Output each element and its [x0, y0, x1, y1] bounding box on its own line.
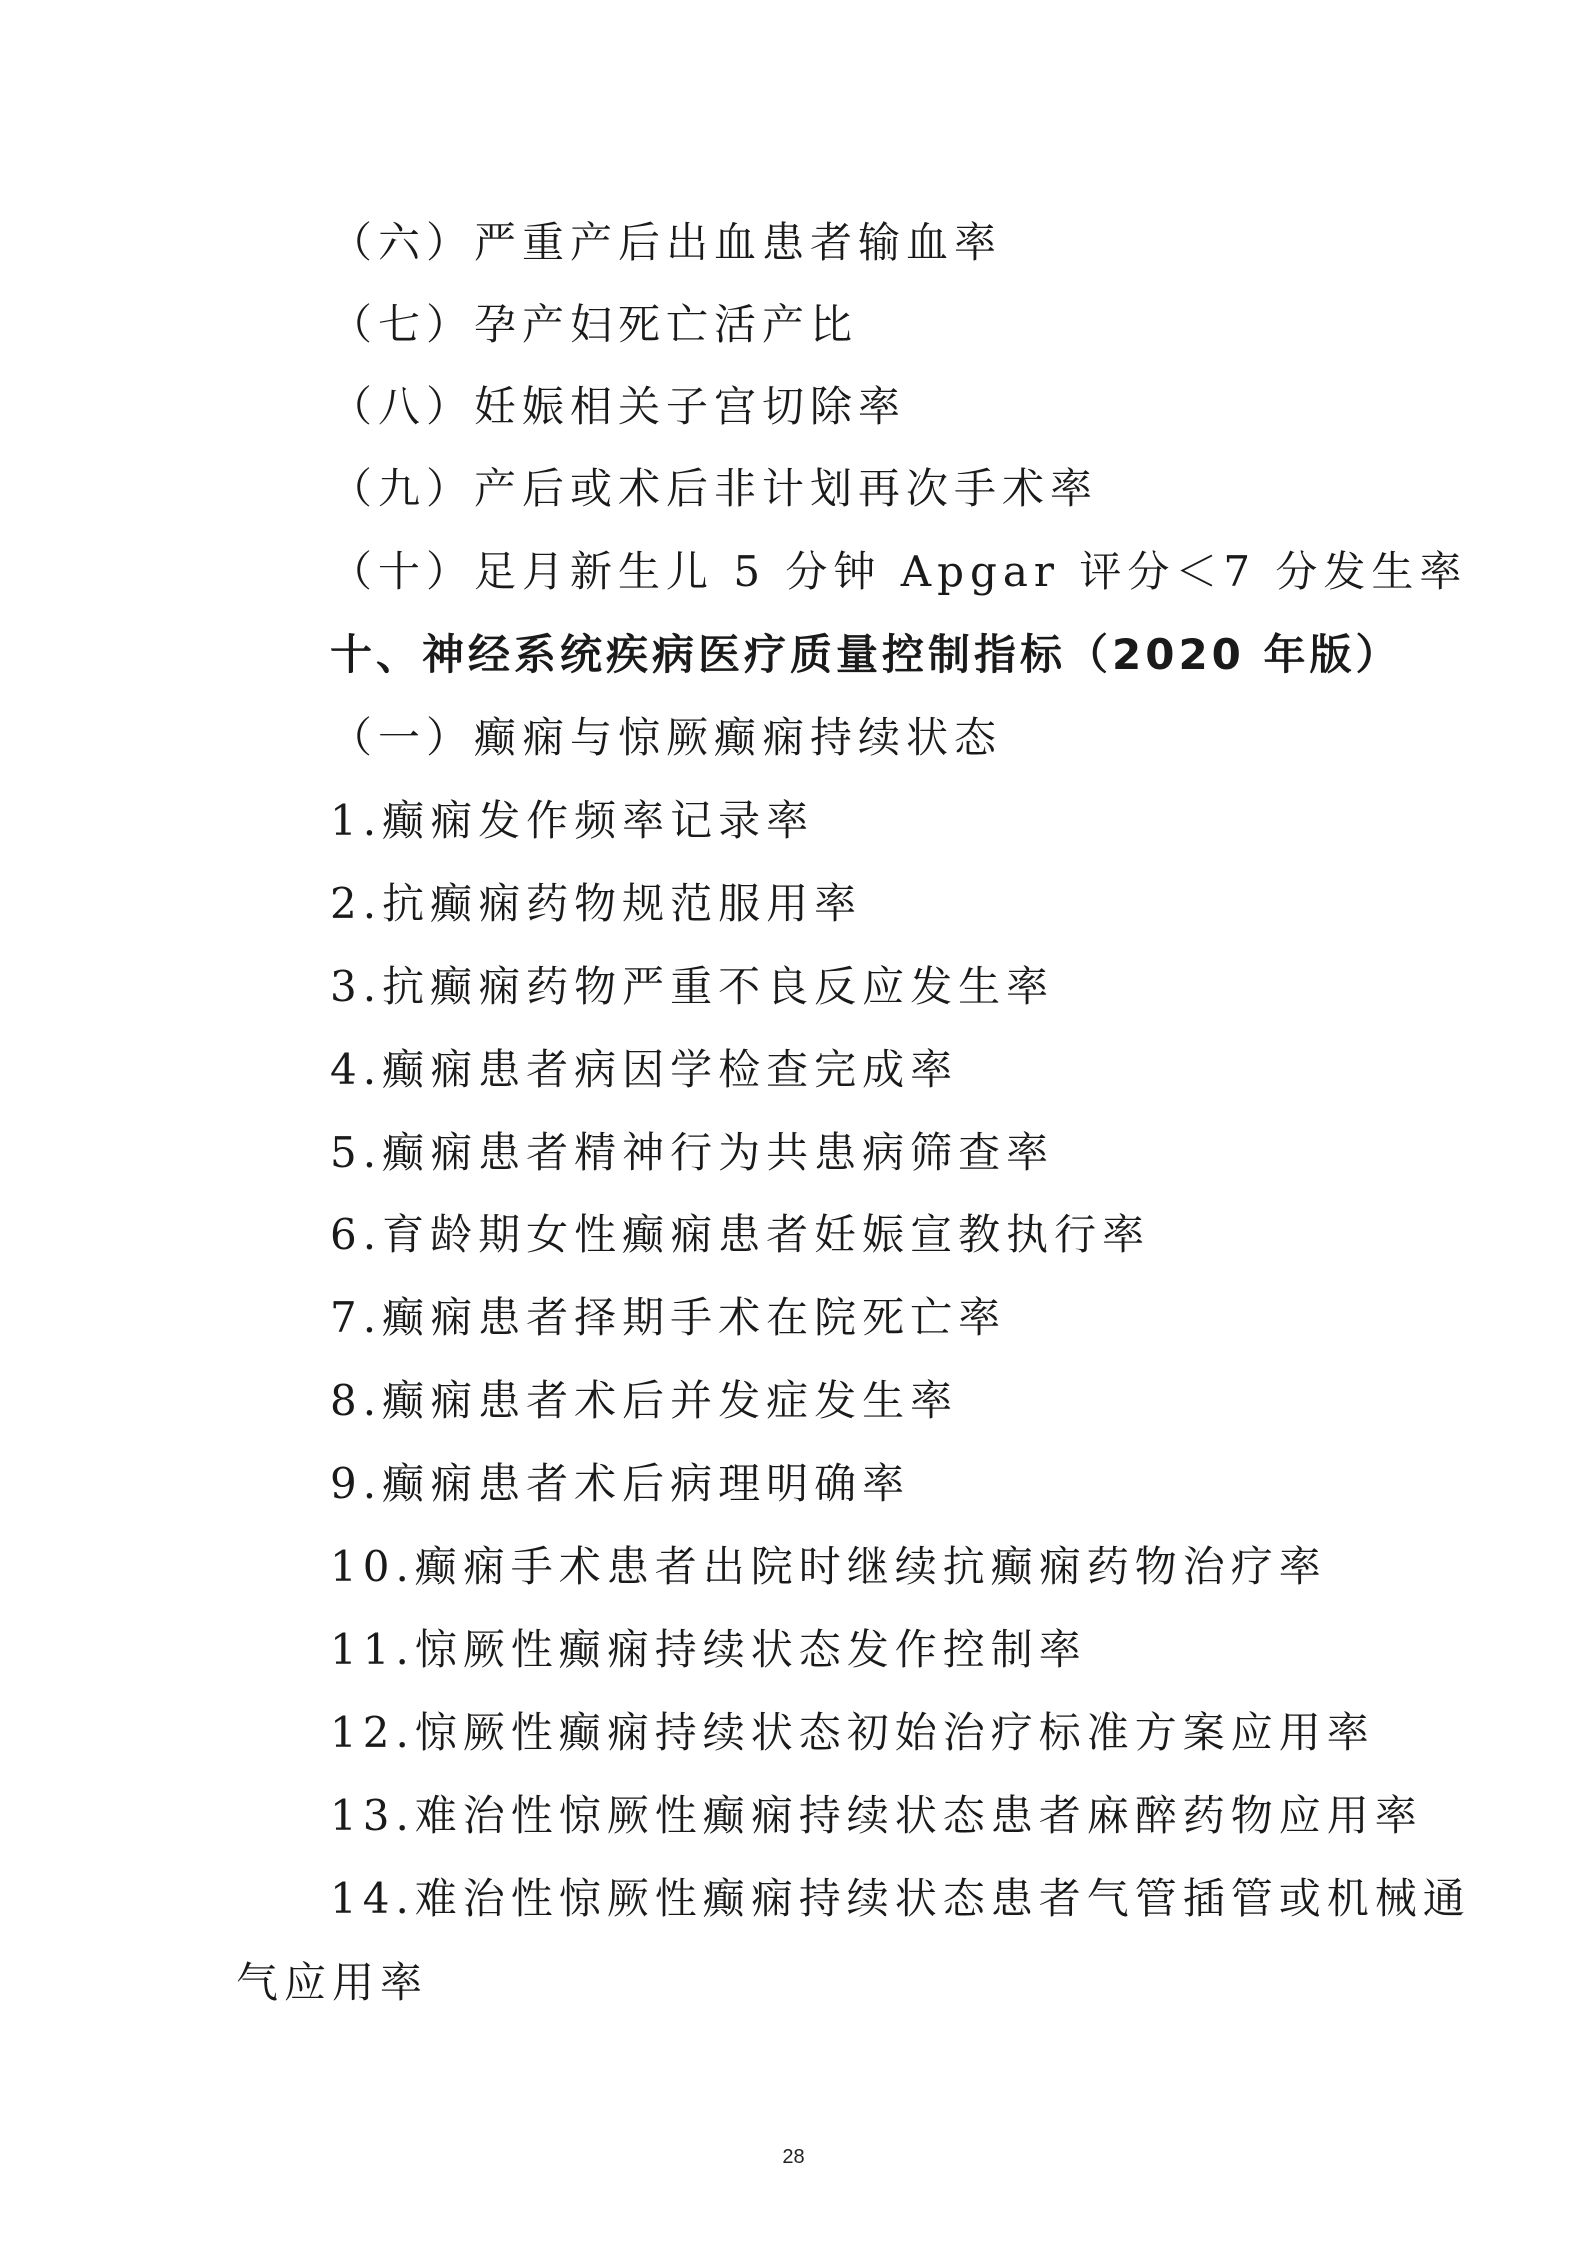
item-line: （十）足月新生儿 5 分钟 Apgar 评分＜7 分发生率 — [330, 547, 1468, 596]
page-number: 28 — [782, 2146, 805, 2168]
item-line: 9.癫痫患者术后病理明确率 — [330, 1459, 911, 1508]
item-line: 8.癫痫患者术后并发症发生率 — [330, 1376, 959, 1425]
item-line: 7.癫痫患者择期手术在院死亡率 — [330, 1293, 1007, 1342]
item-line: （六）严重产后出血患者输血率 — [330, 218, 1003, 267]
item-line: 6.育龄期女性癫痫患者妊娠宣教执行率 — [330, 1210, 1151, 1259]
item-line: 14.难治性惊厥性癫痫持续状态患者气管插管或机械通 — [330, 1874, 1471, 1923]
item-line: 13.难治性惊厥性癫痫持续状态患者麻醉药物应用率 — [330, 1791, 1423, 1840]
item-line: 5.癫痫患者精神行为共患病筛查率 — [330, 1128, 1055, 1177]
item-line: 11.惊厥性癫痫持续状态发作控制率 — [330, 1625, 1087, 1674]
item-line: 12.惊厥性癫痫持续状态初始治疗标准方案应用率 — [330, 1708, 1375, 1757]
item-line-continuation: 气应用率 — [236, 1958, 429, 2007]
item-line: （八）妊娠相关子宫切除率 — [330, 382, 907, 431]
section-heading: 十、神经系统疾病医疗质量控制指标（2020 年版） — [330, 630, 1402, 679]
item-line: 1.癫痫发作频率记录率 — [330, 796, 815, 845]
item-line: （七）孕产妇死亡活产比 — [330, 300, 859, 349]
item-line: 3.抗癫痫药物严重不良反应发生率 — [330, 962, 1055, 1011]
item-line: 2.抗癫痫药物规范服用率 — [330, 879, 863, 928]
item-line: 4.癫痫患者病因学检查完成率 — [330, 1045, 959, 1094]
subsection-heading: （一）癫痫与惊厥癫痫持续状态 — [330, 713, 1003, 762]
item-line: （九）产后或术后非计划再次手术率 — [330, 464, 1099, 513]
item-line: 10.癫痫手术患者出院时继续抗癫痫药物治疗率 — [330, 1542, 1327, 1591]
